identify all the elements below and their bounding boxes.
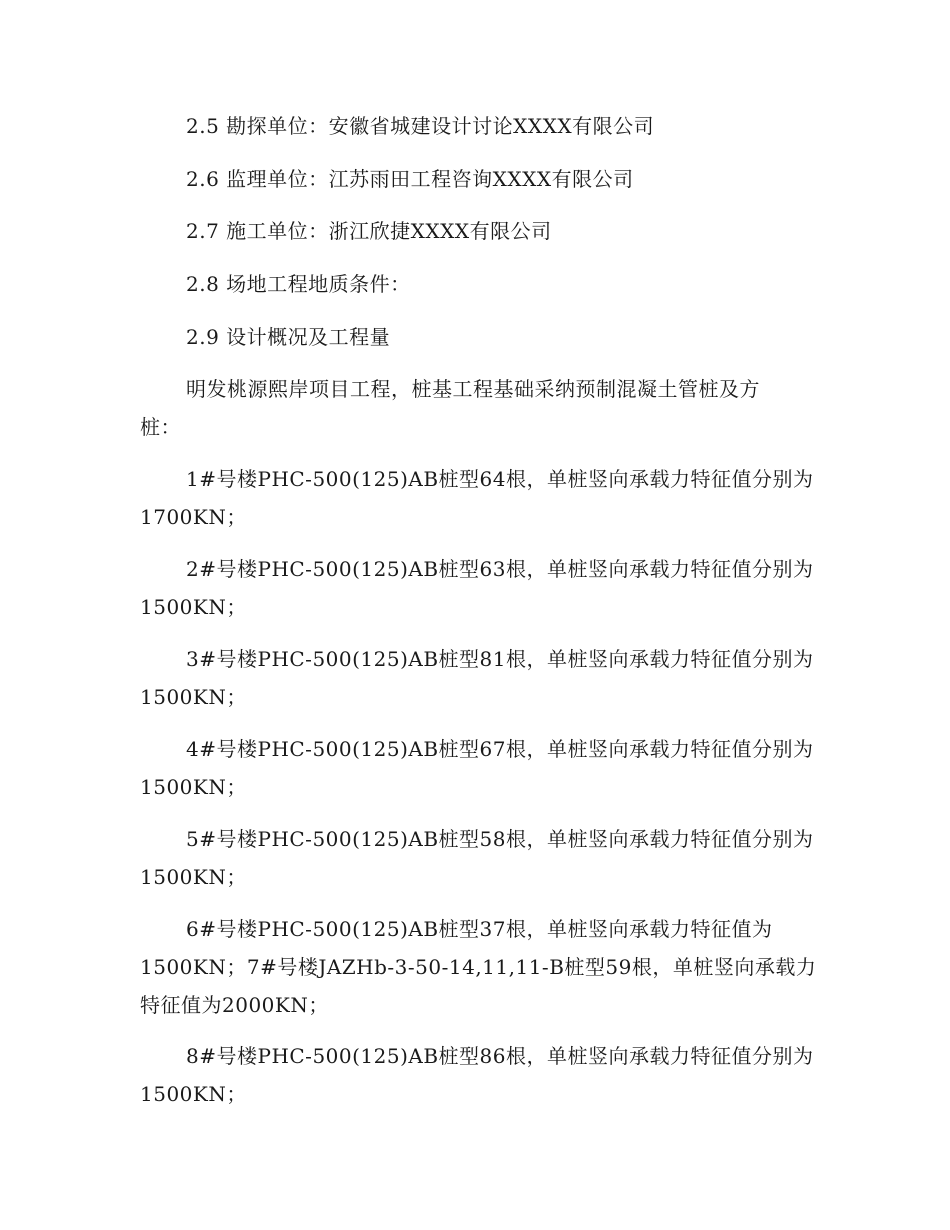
building-6-line-1: 6#号楼PHC-500(125)AB桩型37根，单桩竖向承载力特征值为: [186, 917, 773, 941]
building-3-line-1: 3#号楼PHC-500(125)AB桩型81根，单桩竖向承载力特征值分别为: [186, 647, 814, 671]
building-4-line-1: 4#号楼PHC-500(125)AB桩型67根，单桩竖向承载力特征值分别为: [186, 737, 814, 761]
building-8-line-1: 8#号楼PHC-500(125)AB桩型86根，单桩竖向承载力特征值分别为: [186, 1044, 814, 1068]
building-2-line-2: 1500KN；: [140, 595, 247, 619]
building-2-line-1: 2#号楼PHC-500(125)AB桩型63根，单桩竖向承载力特征值分别为: [186, 557, 814, 581]
building-7-line-3: 特征值为2000KN；: [140, 993, 329, 1017]
building-3-line-2: 1500KN；: [140, 685, 247, 709]
building-5-line-1: 5#号楼PHC-500(125)AB桩型58根，单桩竖向承载力特征值分别为: [186, 827, 814, 851]
building-1-line-1: 1#号楼PHC-500(125)AB桩型64根，单桩竖向承载力特征值分别为: [186, 467, 814, 491]
section-2-6-supervision-unit: 2.6 监理单位：江苏雨田工程咨询XXXX有限公司: [186, 167, 634, 191]
section-2-8-geology: 2.8 场地工程地质条件：: [186, 272, 411, 296]
building-4-line-2: 1500KN；: [140, 775, 247, 799]
project-intro-line-1: 明发桃源熙岸项目工程，桩基工程基础采纳预制混凝土管桩及方: [186, 377, 760, 401]
building-5-line-2: 1500KN；: [140, 865, 247, 889]
section-2-7-construction-unit: 2.7 施工单位：浙江欣捷XXXX有限公司: [186, 219, 552, 243]
building-6-7-line-2: 1500KN；7#号楼JAZHb-3-50-14,11,11-B桩型59根，单桩竖向承载力: [140, 955, 817, 979]
section-2-5-survey-unit: 2.5 勘探单位：安徽省城建设计讨论XXXX有限公司: [186, 114, 655, 138]
project-intro-line-2: 桩：: [140, 415, 181, 439]
section-2-9-design-overview: 2.9 设计概况及工程量: [186, 325, 391, 349]
building-1-line-2: 1700KN；: [140, 505, 247, 529]
building-8-line-2: 1500KN；: [140, 1082, 247, 1106]
